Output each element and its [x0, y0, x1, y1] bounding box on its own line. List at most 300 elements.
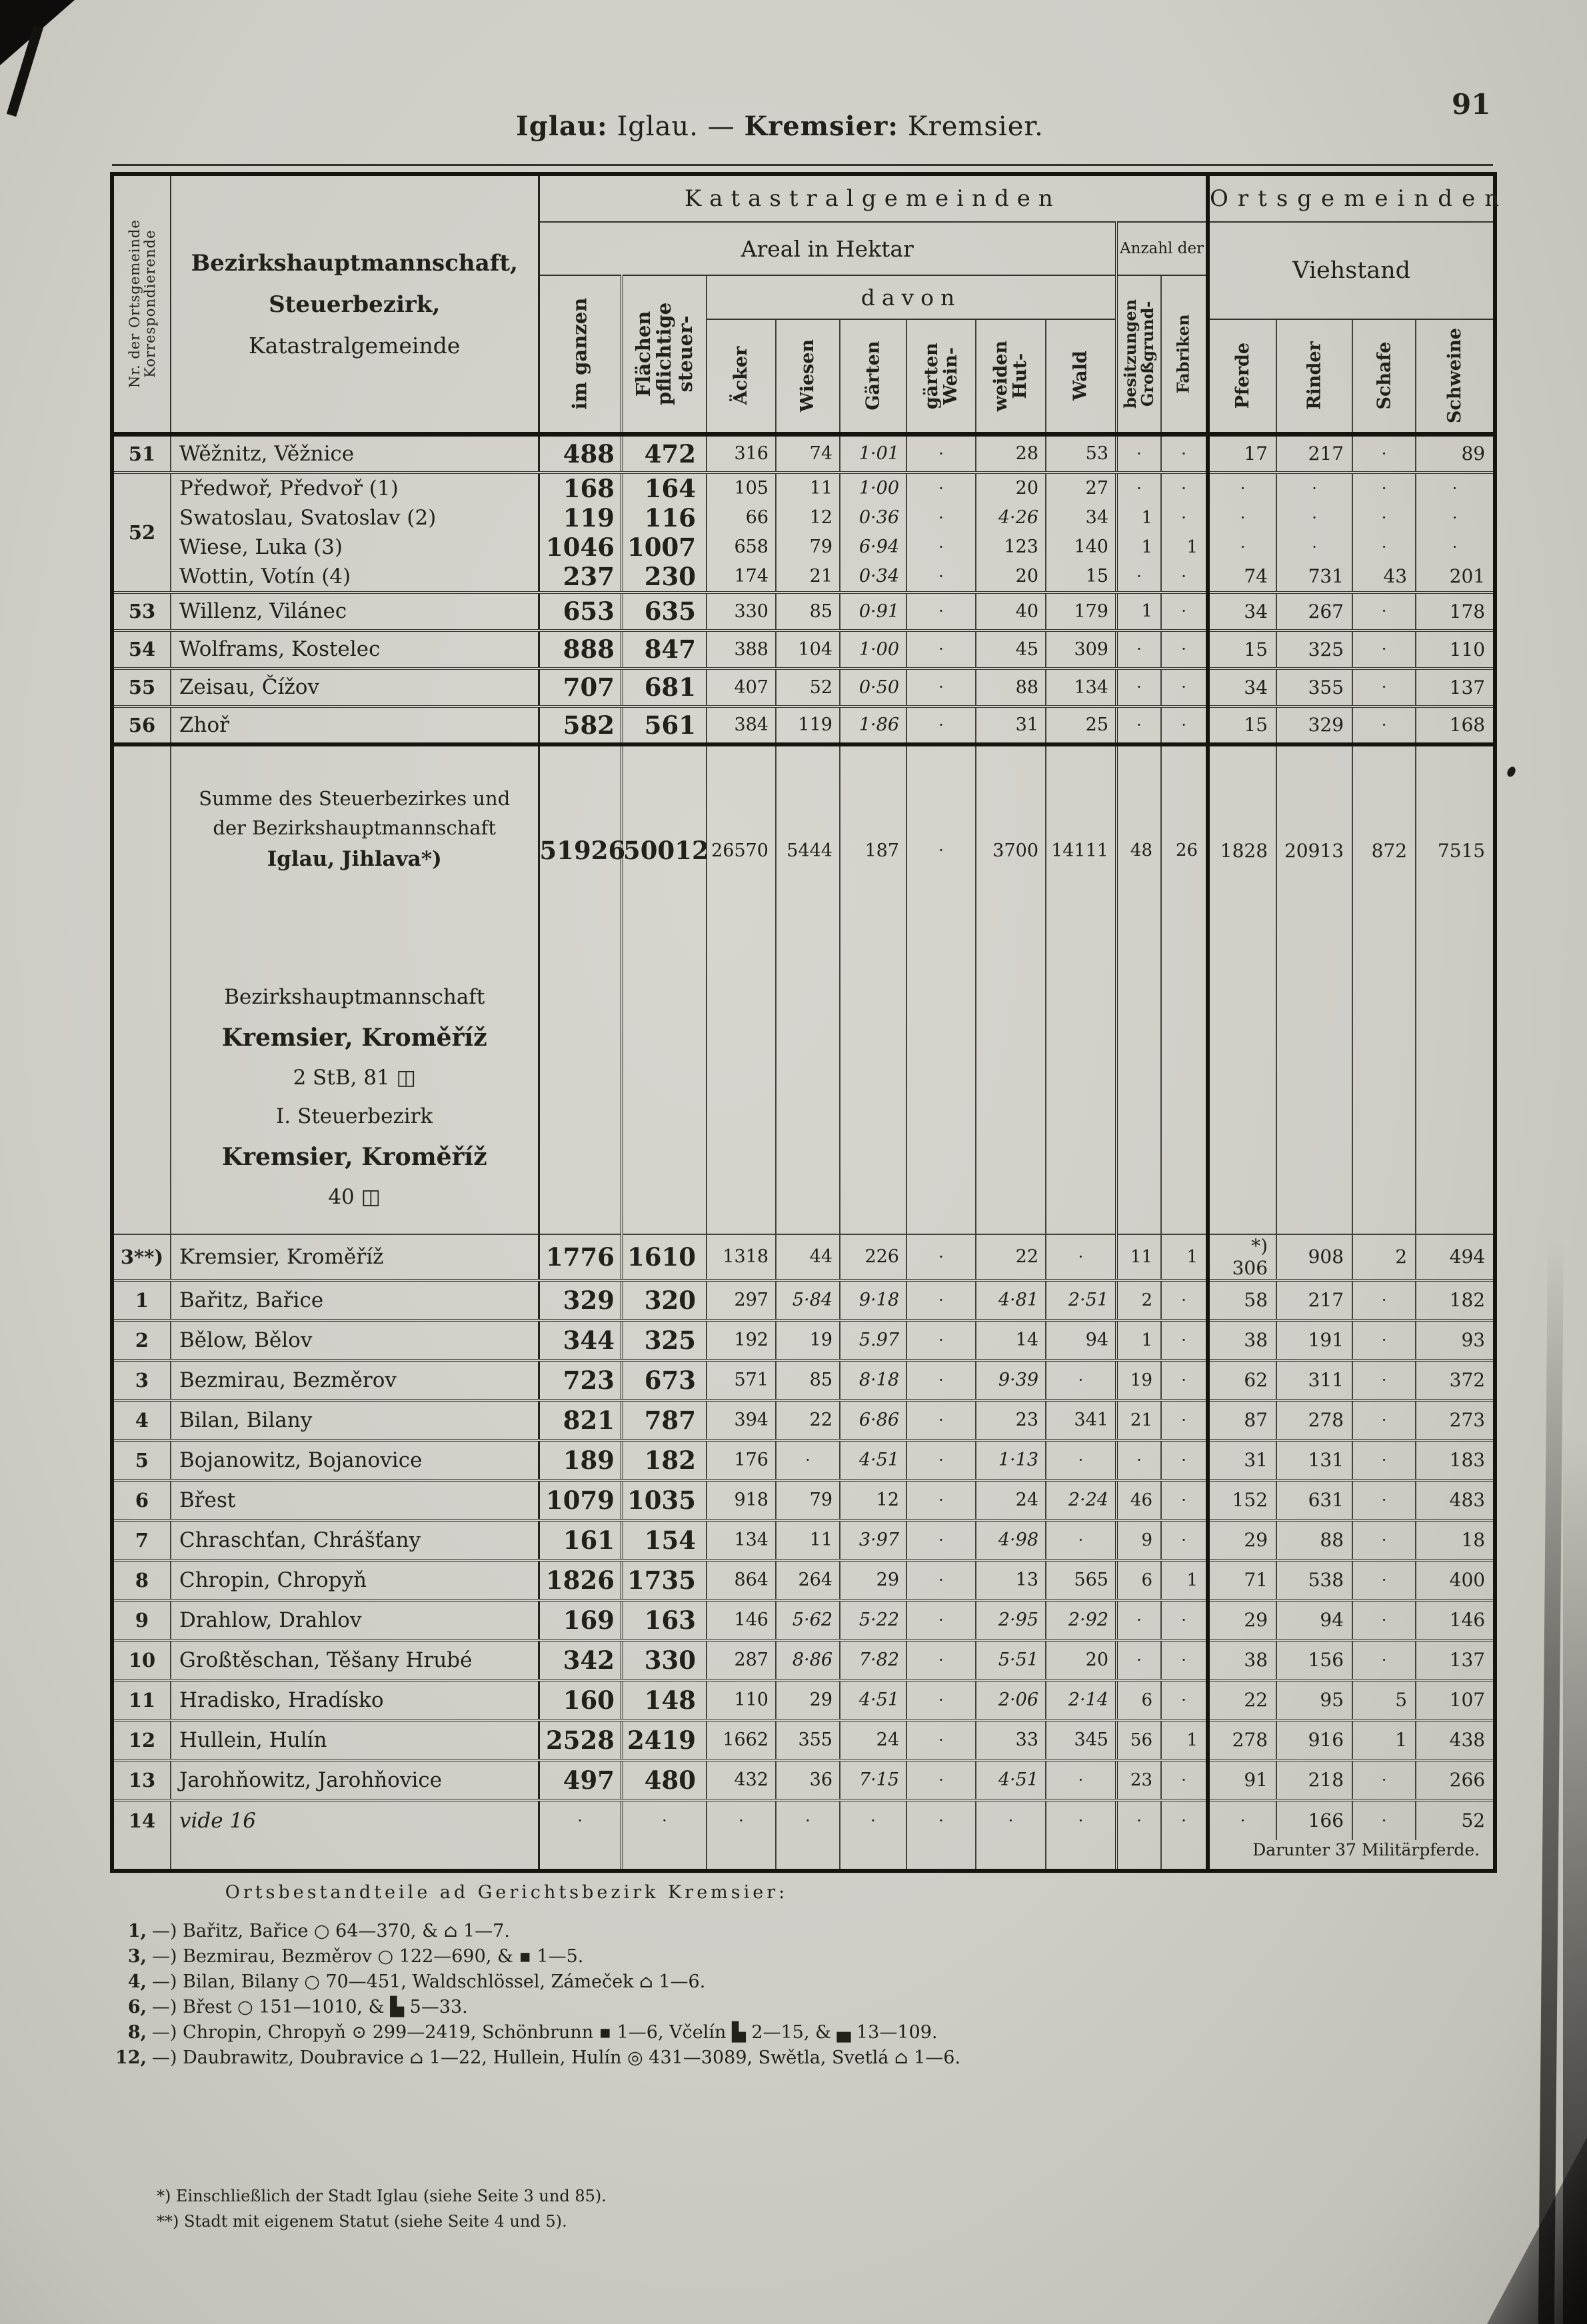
value-cell: 723 [539, 1360, 622, 1400]
value-cell: · [1208, 503, 1276, 533]
value-cell: · [1161, 706, 1208, 744]
empty-cell [622, 1840, 707, 1871]
value-cell: · [1046, 1440, 1116, 1480]
value-cell: 46 [1116, 1480, 1161, 1520]
value-cell: 9·18 [840, 1280, 906, 1320]
value-cell: 36 [776, 1760, 840, 1800]
value-cell: · [1116, 1640, 1161, 1680]
footer-entry-number: 4, [127, 1971, 147, 1992]
footer-entry [100, 2020, 1233, 2045]
empty-cell [1352, 955, 1416, 1234]
footer-entry-text: —) Břest ○ 151—1010, & ▙ 5—33. [152, 1997, 468, 2017]
militaerpferde-note: Darunter 37 Militärpferde. [1208, 1840, 1495, 1871]
col-header-hutweiden: weiden Hut- [976, 319, 1046, 435]
empty-cell [976, 1840, 1046, 1871]
table-row [112, 668, 1495, 706]
value-cell: 1079 [539, 1480, 622, 1520]
value-cell: · [906, 592, 976, 630]
table-row [112, 473, 1495, 503]
col-header-pferde: Pferde [1208, 319, 1276, 435]
value-cell: 48 [1116, 744, 1161, 955]
kremsier-header-line: Bezirkshauptmannschaft [224, 984, 485, 1009]
value-cell: · [906, 1234, 976, 1280]
value-cell: · [1276, 503, 1352, 533]
table-row [112, 562, 1495, 592]
footer-entry [100, 1944, 1233, 1969]
table-row [112, 1520, 1495, 1560]
value-cell: 131 [1276, 1440, 1352, 1480]
value-cell: 38 [1208, 1640, 1276, 1680]
value-cell: 201 [1416, 562, 1495, 592]
col-header-wald: Wald [1046, 319, 1116, 435]
col-header-im-ganzen: im ganzen [539, 275, 622, 435]
value-cell: 2·51 [1046, 1280, 1116, 1320]
value-cell: 872 [1352, 744, 1416, 955]
value-cell: · [1161, 1520, 1208, 1560]
table-row [112, 1480, 1495, 1520]
value-cell: 2 [1116, 1280, 1161, 1320]
value-cell: 20 [976, 562, 1046, 592]
place-name-cell [171, 1840, 539, 1871]
value-cell: 488 [539, 435, 622, 473]
table-row [112, 1640, 1495, 1680]
value-cell: 89 [1416, 435, 1495, 473]
row-number-cell: 5 [112, 1440, 171, 1480]
footer-ortsbestandteile [100, 1882, 1233, 2071]
value-cell: · [906, 744, 976, 955]
value-cell: · [1161, 1800, 1208, 1840]
value-cell: · [1352, 1320, 1416, 1360]
place-name-cell: Bojanowitz, Bojanovice [171, 1440, 539, 1480]
value-cell: 28 [976, 435, 1046, 473]
value-cell: 105 [707, 473, 776, 503]
value-cell: · [1352, 1600, 1416, 1640]
col-header-grossgrundbesitzungen: besitzungen Großgrund- [1116, 275, 1161, 435]
value-cell: 731 [1276, 562, 1352, 592]
value-cell: 483 [1416, 1480, 1495, 1520]
value-cell: 5444 [776, 744, 840, 955]
value-cell: 19 [776, 1320, 840, 1360]
place-name-cell: Swatoslau, Svatoslav (2) [179, 505, 437, 530]
value-cell: · [1161, 1320, 1208, 1360]
value-cell: · [1352, 435, 1416, 473]
value-cell: 168 [1416, 706, 1495, 744]
value-cell: 156 [1276, 1640, 1352, 1680]
value-cell: 908 [1276, 1234, 1352, 1280]
value-cell: 19 [1116, 1360, 1161, 1400]
value-cell: 66 [707, 503, 776, 533]
value-cell: 152 [1208, 1480, 1276, 1520]
col-header-wiesen: Wiesen [776, 319, 840, 435]
row-number-cell: 8 [112, 1560, 171, 1600]
value-cell: 1035 [622, 1480, 707, 1520]
value-cell: 94 [1046, 1320, 1116, 1360]
value-cell: 1 [1161, 1560, 1208, 1600]
value-cell: 50012 [622, 744, 707, 955]
place-name-cell: Jarohňowitz, Jarohňovice [171, 1760, 539, 1800]
value-cell: 18 [1416, 1520, 1495, 1560]
value-cell: 22 [776, 1400, 840, 1440]
col-header-viehstand: Viehstand [1208, 222, 1495, 319]
value-cell: · [622, 1800, 707, 1840]
title-segment: Iglau: [516, 111, 608, 142]
table-row [112, 630, 1495, 668]
value-cell: 134 [1046, 668, 1116, 706]
value-cell: 88 [976, 668, 1046, 706]
col-header-steuerpflichtige-flaechen: Flächen pflichtige steuer- [622, 275, 707, 435]
value-cell: 344 [539, 1320, 622, 1360]
footer-entry [100, 1995, 1233, 2020]
summe-line: Summe des Steuerbezirkes und [199, 786, 511, 810]
value-cell: 5.97 [840, 1320, 906, 1360]
value-cell: 33 [976, 1720, 1046, 1760]
title-segment: Iglau. — [607, 111, 745, 142]
value-cell: · [1116, 630, 1161, 668]
value-cell: 394 [707, 1400, 776, 1440]
value-cell: 110 [1416, 630, 1495, 668]
value-cell: 13 [976, 1560, 1046, 1600]
value-cell: 3700 [976, 744, 1046, 955]
value-cell: 342 [539, 1640, 622, 1680]
value-cell: · [906, 1680, 976, 1720]
value-cell: 237 [539, 562, 622, 592]
row-number-cell: 10 [112, 1640, 171, 1680]
value-cell: · [1161, 503, 1208, 533]
value-cell: 5·62 [776, 1600, 840, 1640]
value-cell: 74 [776, 435, 840, 473]
value-cell: 146 [707, 1600, 776, 1640]
value-cell: · [1208, 1800, 1276, 1840]
value-cell: 85 [776, 1360, 840, 1400]
row-number-cell: 3 [112, 1360, 171, 1400]
value-cell: 53 [1046, 435, 1116, 473]
col-header-aecker: Äcker [707, 319, 776, 435]
value-cell: 9·39 [976, 1360, 1046, 1400]
footer-entry-text: —) Bezmirau, Bezměrov ○ 122—690, & ▪ 1—5. [152, 1946, 584, 1967]
value-cell: 94 [1276, 1600, 1352, 1640]
place-name-cell: Hullein, Hulín [171, 1720, 539, 1760]
value-cell: · [1161, 562, 1208, 592]
value-cell: · [1352, 1360, 1416, 1400]
value-cell: 58 [1208, 1280, 1276, 1320]
value-cell: 4·51 [840, 1440, 906, 1480]
empty-cell [840, 955, 906, 1234]
row-number-cell: 1 [112, 1280, 171, 1320]
empty-cell [539, 955, 622, 1234]
place-name-cell: Wolframs, Kostelec [171, 630, 539, 668]
row-number-cell: 2 [112, 1320, 171, 1360]
summe-row [112, 744, 1495, 955]
value-cell: 137 [1416, 668, 1495, 706]
value-cell: 52 [776, 668, 840, 706]
place-name-cell: Hradisko, Hradísko [171, 1680, 539, 1720]
value-cell: · [1352, 473, 1416, 503]
value-cell: · [776, 1440, 840, 1480]
scan-artifact-speck [1506, 765, 1517, 778]
empty-cell [1208, 955, 1276, 1234]
value-cell: · [1116, 435, 1161, 473]
value-cell: 27 [1046, 473, 1116, 503]
place-name-cell: Bělow, Bělov [171, 1320, 539, 1360]
footer-entry [100, 1969, 1233, 1995]
value-cell: 407 [707, 668, 776, 706]
corr-nr-line1: Korrespondierende [141, 229, 157, 379]
value-cell: · [1116, 562, 1161, 592]
footer-entry-text: —) Bilan, Bilany ○ 70—451, Waldschlössel, Zámeček ⌂ 1—6. [152, 1971, 706, 1992]
value-cell: 1·01 [840, 435, 906, 473]
footnote: *) Einschließlich der Stadt Iglau (siehe Seite 3 und 85). [157, 2187, 607, 2205]
value-cell: · [1161, 1400, 1208, 1440]
footer-entry-number: 6, [127, 1997, 147, 2017]
value-cell: · [1161, 1440, 1208, 1480]
empty-cell [707, 955, 776, 1234]
value-cell: 85 [776, 592, 840, 630]
value-cell: 7515 [1416, 744, 1495, 955]
value-cell: 631 [1276, 1480, 1352, 1520]
value-cell: · [1046, 1234, 1116, 1280]
col-header-schafe: Schafe [1352, 319, 1416, 435]
value-cell: 23 [976, 1400, 1046, 1440]
value-cell: 217 [1276, 1280, 1352, 1320]
value-cell: 2·95 [976, 1600, 1046, 1640]
title-segment: Kremsier: [744, 111, 899, 142]
value-cell: · [1161, 668, 1208, 706]
scan-artifact-right-band [1538, 1240, 1564, 2324]
value-cell: · [1276, 473, 1352, 503]
value-cell: 330 [707, 592, 776, 630]
value-cell: · [906, 1760, 976, 1800]
row-number-cell: 4 [112, 1400, 171, 1440]
table-row [112, 1760, 1495, 1800]
empty-cell [1276, 955, 1352, 1234]
col-header-schweine: Schweine [1416, 319, 1495, 435]
value-cell: 330 [622, 1640, 707, 1680]
col-header-davon: davon [707, 275, 1116, 319]
value-cell: · [1161, 1640, 1208, 1680]
value-cell: 176 [707, 1440, 776, 1480]
value-cell: 56 [1116, 1720, 1161, 1760]
value-cell: 384 [707, 706, 776, 744]
value-cell: 110 [707, 1680, 776, 1720]
value-cell: 1 [1161, 1720, 1208, 1760]
row-number-cell: 9 [112, 1600, 171, 1640]
value-cell: · [1276, 533, 1352, 562]
value-cell: 311 [1276, 1360, 1352, 1400]
value-cell: 8·18 [840, 1360, 906, 1400]
value-cell: · [906, 706, 976, 744]
value-cell: 400 [1416, 1560, 1495, 1600]
value-cell: 1·00 [840, 630, 906, 668]
value-cell: 71 [1208, 1560, 1276, 1600]
table-body [112, 435, 1495, 1871]
value-cell: 1 [1116, 503, 1161, 533]
value-cell: 4·81 [976, 1280, 1046, 1320]
value-cell: 148 [622, 1680, 707, 1720]
value-cell: · [1352, 533, 1416, 562]
scan-artifact-bottom-right [1487, 2137, 1587, 2324]
value-cell: 538 [1276, 1560, 1352, 1600]
value-cell: 119 [539, 503, 622, 533]
value-cell: 93 [1416, 1320, 1495, 1360]
empty-cell [1161, 1840, 1208, 1871]
table-row [112, 1720, 1495, 1760]
value-cell: 182 [1416, 1280, 1495, 1320]
value-cell: 226 [840, 1234, 906, 1280]
value-cell: 169 [539, 1600, 622, 1640]
value-cell: · [1161, 435, 1208, 473]
value-cell: 26 [1161, 744, 1208, 955]
col-header-bezirkshauptmannschaft [171, 174, 539, 435]
value-cell: 230 [622, 562, 707, 592]
value-cell: · [1116, 668, 1161, 706]
value-cell: 1 [1116, 1320, 1161, 1360]
value-cell: · [1208, 533, 1276, 562]
empty-cell [1046, 955, 1116, 1234]
ortsgemeinden-label: Ortsgemeinden [1210, 185, 1509, 212]
place-name-cell: Břest [171, 1480, 539, 1520]
value-cell: 681 [622, 668, 707, 706]
place-name-cell: Kremsier, Kroměříž [171, 1234, 539, 1280]
value-cell: 0·91 [840, 592, 906, 630]
kremsier-header-line: 2 StB, 81 ◫ [293, 1065, 416, 1090]
value-cell: · [1046, 1520, 1116, 1560]
value-cell: 168 [539, 473, 622, 503]
value-cell: 29 [1208, 1600, 1276, 1640]
value-cell: 79 [776, 533, 840, 562]
row-number-cell: 7 [112, 1520, 171, 1560]
empty-cell [1116, 955, 1161, 1234]
value-cell: 192 [707, 1320, 776, 1360]
value-cell: · [1352, 1760, 1416, 1800]
table-row [112, 1360, 1495, 1400]
value-cell: · [1352, 1800, 1416, 1840]
footer-title: Ortsbestandteile ad Gerichtsbezirk Kremsier: [225, 1882, 789, 1903]
row-number-cell: 56 [112, 706, 171, 744]
empty-cell [1046, 1840, 1116, 1871]
value-cell: 11 [776, 1520, 840, 1560]
value-cell: · [539, 1800, 622, 1840]
value-cell: · [1352, 1400, 1416, 1440]
value-cell: 1·13 [976, 1440, 1046, 1480]
value-cell: · [840, 1800, 906, 1840]
value-cell: 51926 [539, 744, 622, 955]
footer-entry-number: 1, [127, 1921, 147, 1941]
value-cell: 183 [1416, 1440, 1495, 1480]
value-cell: · [1116, 706, 1161, 744]
value-cell: 187 [840, 744, 906, 955]
value-cell: · [1116, 1800, 1161, 1840]
place-name-cell: Předwoř, Předvoř (1) [179, 476, 399, 501]
footnotes [157, 2183, 607, 2234]
value-cell: 561 [622, 706, 707, 744]
value-cell: 1 [1116, 533, 1161, 562]
value-cell: 25 [1046, 706, 1116, 744]
value-cell: 22 [976, 1234, 1046, 1280]
table-row [112, 503, 1495, 533]
empty-cell [622, 955, 707, 1234]
value-cell: · [1352, 1280, 1416, 1320]
summe-line: der Bezirkshauptmannschaft [213, 816, 497, 840]
value-cell: 5 [1352, 1680, 1416, 1720]
value-cell: 918 [707, 1480, 776, 1520]
value-cell: 107 [1416, 1680, 1495, 1720]
footer-entries [100, 1919, 1233, 2071]
value-cell: 494 [1416, 1234, 1495, 1280]
value-cell: 6 [1116, 1680, 1161, 1720]
value-cell: 31 [1208, 1440, 1276, 1480]
value-cell: 5·22 [840, 1600, 906, 1640]
footer-entry-text: —) Bařitz, Bařice ○ 64—370, & ⌂ 1—7. [152, 1921, 510, 1941]
value-cell: 9 [1116, 1520, 1161, 1560]
value-cell: 88 [1276, 1520, 1352, 1560]
col-header-areal-in-hektar: Areal in Hektar [539, 222, 1116, 275]
value-cell: · [1161, 630, 1208, 668]
kremsier-header-line: 40 ◫ [328, 1184, 381, 1209]
place-name-cell: Wottin, Votín (4) [171, 562, 539, 592]
place-name-cell: Zhoř [171, 706, 539, 744]
value-cell: 62 [1208, 1360, 1276, 1400]
value-cell: 21 [776, 562, 840, 592]
row-number-cell: 53 [112, 592, 171, 630]
value-cell: 2·14 [1046, 1680, 1116, 1720]
value-cell: · [1161, 1600, 1208, 1640]
place-name-cell: Drahlow, Drahlov [171, 1600, 539, 1640]
value-cell: 264 [776, 1560, 840, 1600]
table-row [112, 1320, 1495, 1360]
value-cell: 325 [622, 1320, 707, 1360]
value-cell: 1007 [622, 533, 707, 562]
summe-line: Iglau, Jihlava*) [267, 847, 442, 872]
value-cell: · [906, 1360, 976, 1400]
value-cell: 146 [1416, 1600, 1495, 1640]
value-cell: 182 [622, 1440, 707, 1480]
empty-cell [976, 955, 1046, 1234]
value-cell: · [1352, 1440, 1416, 1480]
value-cell: 137 [1416, 1640, 1495, 1680]
row-number-cell: 52 [112, 473, 171, 592]
value-cell: 20 [976, 473, 1046, 503]
col-header-rinder: Rinder [1276, 319, 1352, 435]
value-cell: 24 [976, 1480, 1046, 1520]
value-cell: · [906, 1480, 976, 1520]
value-cell: 29 [840, 1560, 906, 1600]
value-cell: 329 [1276, 706, 1352, 744]
value-cell: 355 [776, 1720, 840, 1760]
table-row [112, 1440, 1495, 1480]
value-cell: 140 [1046, 533, 1116, 562]
row-number-cell: 55 [112, 668, 171, 706]
value-cell: · [906, 630, 976, 668]
value-cell: 7·82 [840, 1640, 906, 1680]
value-cell: 29 [1208, 1520, 1276, 1560]
value-cell: 565 [1046, 1560, 1116, 1600]
footer-entry-number: 8, [127, 2022, 147, 2043]
value-cell: 79 [776, 1480, 840, 1520]
value-cell: 17 [1208, 435, 1276, 473]
value-cell: 44 [776, 1234, 840, 1280]
value-cell: 787 [622, 1400, 707, 1440]
value-cell: · [1116, 473, 1161, 503]
place-name-cell: Chropin, Chropyň [171, 1560, 539, 1600]
value-cell: · [1352, 1560, 1416, 1600]
value-cell: 26570 [707, 744, 776, 955]
value-cell: 20913 [1276, 744, 1352, 955]
value-cell: 916 [1276, 1720, 1352, 1760]
value-cell: 7·15 [840, 1760, 906, 1800]
value-cell: 287 [707, 1640, 776, 1680]
col-header-fabriken: Fabriken [1161, 275, 1208, 435]
value-cell: 11 [1116, 1234, 1161, 1280]
